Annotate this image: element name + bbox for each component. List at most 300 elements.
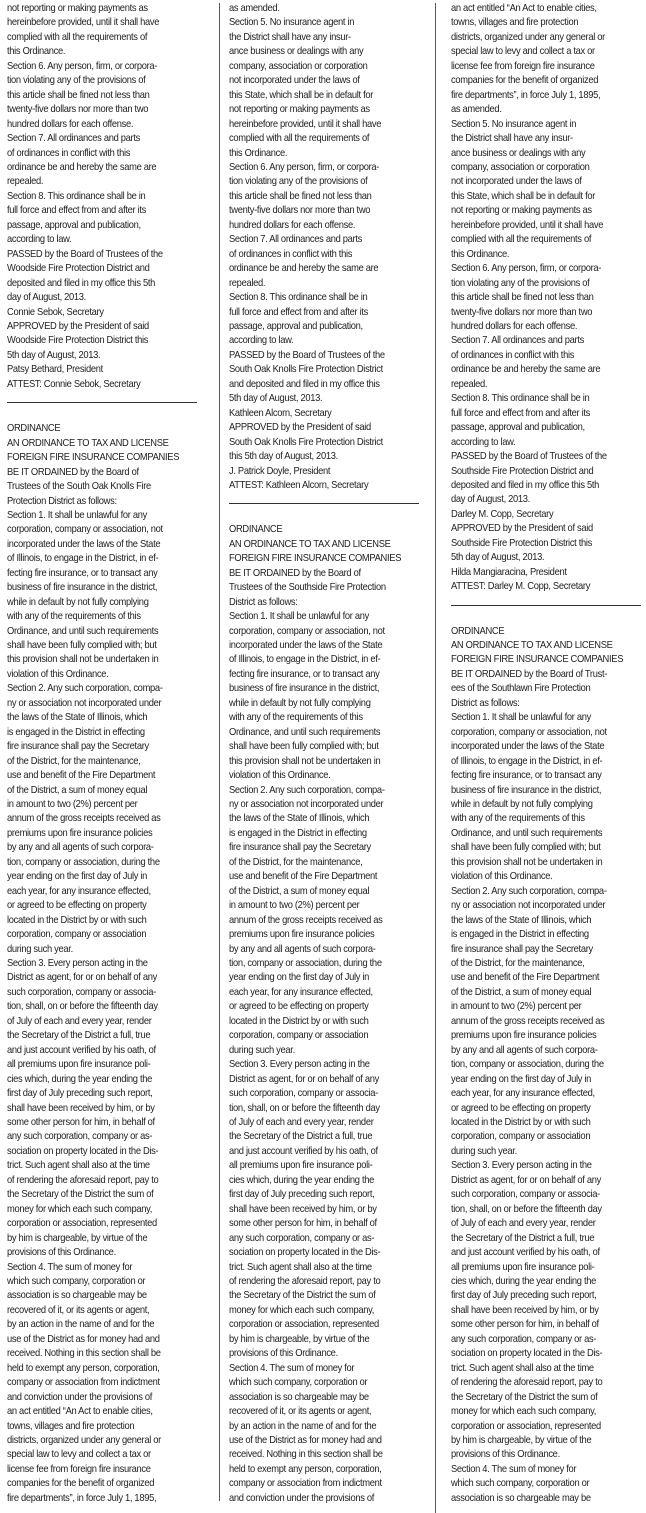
text-line: of the District, for the maintenance, (7, 755, 141, 767)
text-line: hereinbefore provided, until it shall have (229, 118, 382, 130)
text-line: during such year. (451, 1145, 517, 1157)
text-line: shall have been received by him, or by (229, 1203, 377, 1215)
text-line: this State, which shall be in default for (229, 89, 374, 101)
text-line: Section 5. No insurance agent in (451, 118, 577, 130)
text-line: the Secretary of the District a full, true (451, 1232, 595, 1244)
text-line: this provision shall not be undertaken in (7, 654, 159, 666)
text-line: this provision shall not be undertaken in (229, 755, 381, 767)
text-line: fecting fire insurance, or to transact any (229, 668, 380, 680)
text-line: this Ordinance. (7, 46, 66, 58)
text-line: repealed. (451, 378, 488, 390)
text-line: any such corporation, company or as- (7, 1131, 153, 1143)
text-line: tion, company or association, during the (451, 1059, 604, 1071)
text-line: FOREIGN FIRE INSURANCE COMPANIES (229, 553, 402, 565)
text-line: any such corporation, company or as- (451, 1333, 597, 1345)
text-line: complied with all the requirements of (451, 234, 592, 246)
text-line: BE IT ORDAINED by the Board of (229, 567, 361, 579)
text-line: fire insurance shall pay the Secretary (229, 842, 371, 854)
text-line: year ending on the first day of July in (229, 972, 370, 984)
text-line: is engaged in the District in effecting (7, 726, 145, 738)
text-line: located in the District by or with such (451, 1116, 591, 1128)
text-line: twenty-five dollars nor more than two (7, 104, 149, 116)
text-line: ORDINANCE (451, 625, 505, 637)
column-divider (219, 3, 220, 1501)
notice-text-block (451, 625, 646, 1507)
text-line: premiums upon fire insurance policies (229, 929, 375, 941)
text-line: Section 4. The sum of money for (451, 1463, 577, 1475)
text-line: tion, shall, on or before the fifteenth day (451, 1203, 602, 1215)
text-line: hereinbefore provided, until it shall have (7, 17, 160, 29)
text-line: according to law. (451, 436, 516, 448)
section-separator-rule (7, 402, 197, 403)
text-line: full force and effect from and after its (451, 407, 591, 419)
text-line: complied with all the requirements of (229, 133, 370, 145)
text-line: repealed. (7, 176, 44, 188)
text-line: not reporting or making payments as (7, 3, 148, 14)
text-line: such corporation, company or associa- (7, 986, 156, 998)
text-line: first day of July preceding such report, (229, 1189, 375, 1201)
text-line: ATTEST: Kathleen Alcorn, Secretary (229, 479, 369, 491)
text-line: Section 4. The sum of money for (229, 1362, 355, 1374)
text-line: such corporation, company or associa- (229, 1088, 378, 1100)
notice-text-block (451, 2, 646, 595)
text-line: sociation on property located in the Dis- (451, 1348, 603, 1360)
text-line: with any of the requirements of this (451, 813, 585, 825)
text-line: AN ORDINANCE TO TAX AND LICENSE (229, 538, 391, 550)
text-line: located in the District by or with such (229, 1015, 369, 1027)
text-line: FOREIGN FIRE INSURANCE COMPANIES (451, 654, 624, 666)
text-line: Woodside Fire Protection District this (7, 335, 149, 347)
text-line: the laws of the State of Illinois, which (229, 813, 370, 825)
text-line: the Secretary of the District a full, true (229, 1131, 373, 1143)
text-line: of ordinances in conflict with this (7, 147, 131, 159)
text-line: fire departments”, in force July 1, 1895, (451, 89, 601, 101)
text-line: corporation, company or association (7, 929, 147, 941)
text-line: company or association from indictment (229, 1478, 382, 1490)
text-line: PASSED by the Board of Trustees of the (451, 451, 607, 463)
column-3 (451, 2, 646, 1506)
text-line: trict. Such agent shall also at the time (229, 1261, 372, 1273)
text-line: 5th day of August, 2013. (451, 552, 545, 564)
text-line: each year, for any insurance effected, (229, 986, 373, 998)
text-line: twenty-five dollars nor more than two (451, 306, 593, 318)
text-line: corporation, company or association (451, 1131, 591, 1143)
text-line: of the District, for the maintenance, (229, 856, 363, 868)
text-line: in amount to two (2%) percent per (451, 1001, 582, 1013)
text-line: and deposited and filed in my office this (229, 378, 380, 390)
text-line: ees of the Southlawn Fire Protection (451, 683, 591, 695)
text-line: the laws of the State of Illinois, which (451, 914, 592, 926)
text-line: APPROVED by the President of said (7, 320, 149, 332)
text-line: fecting fire insurance, or to transact any (7, 567, 158, 579)
text-line: by any and all agents of such corpora- (7, 842, 154, 854)
text-line: of rendering the aforesaid report, pay to (451, 1377, 603, 1389)
text-line: all premiums upon fire insurance poli- (7, 1059, 151, 1071)
text-line: BE IT ORDAINED by the Board of (7, 466, 139, 478)
text-line: ATTEST: Connie Sebok, Secretary (7, 378, 141, 390)
text-line: an act entitled “An Act to enable cities, (451, 3, 597, 14)
text-line: in amount to two (2%) percent per (229, 900, 360, 912)
text-line: fire insurance shall pay the Secretary (7, 741, 149, 753)
text-line: special law to levy and collect a tax or (7, 1449, 151, 1461)
text-line: business of fire insurance in the district, (7, 582, 158, 594)
text-line: premiums upon fire insurance policies (7, 827, 153, 839)
text-line: shall have been received by him, or by (7, 1102, 155, 1114)
text-line: day of August, 2013. (7, 292, 86, 304)
text-line: Section 3. Every person acting in the (229, 1059, 370, 1071)
text-line: this Ordinance. (229, 147, 288, 159)
text-line: twenty-five dollars nor more than two (229, 205, 371, 217)
text-line: by him is chargeable, by virtue of the (451, 1434, 592, 1446)
text-line: corporation, company or association, not (229, 625, 385, 637)
text-line: Ordinance, and until such requirements (7, 625, 159, 637)
text-line: of July of each and every year, render (451, 1218, 596, 1230)
text-line: use and benefit of the Fire Department (229, 871, 378, 883)
text-line: premiums upon fire insurance policies (451, 1030, 597, 1042)
text-line: ordinance be and hereby the same are (451, 364, 601, 376)
text-line: which such company, corporation or (451, 1478, 590, 1490)
text-line: Darley M. Copp, Secretary (451, 508, 554, 520)
text-line: as amended. (229, 3, 280, 14)
text-line: 5th day of August, 2013. (229, 393, 323, 405)
text-line: held to exempt any person, corporation, (7, 1362, 160, 1374)
text-line: Hilda Mangiaracina, President (451, 566, 567, 578)
text-line: towns, villages and fire protection (7, 1420, 135, 1432)
text-line: BE IT ORDAINED by the Board of Trust- (451, 668, 608, 680)
text-line: hundred dollars for each offense. (229, 219, 356, 231)
text-line: annum of the gross receipts received as (229, 914, 383, 926)
text-line: companies for the benefit of organized (7, 1478, 155, 1490)
text-line: hundred dollars for each offense. (451, 320, 578, 332)
text-line: annum of the gross receipts received as (7, 813, 161, 825)
text-line: cies which, during the year ending the (451, 1275, 597, 1287)
text-line: Southside Fire Protection District and (451, 465, 594, 477)
text-line: trict. Such agent shall also at the time (7, 1160, 150, 1172)
text-line: corporation or association, represented (451, 1420, 601, 1432)
text-line: Section 7. All ordinances and parts (7, 133, 140, 145)
text-line: some other person for him, in behalf of (451, 1319, 599, 1331)
text-line: association is so chargeable may be (451, 1492, 591, 1504)
text-line: Section 7. All ordinances and parts (451, 335, 584, 347)
text-line: Section 2. Any such corporation, compa- (229, 784, 385, 796)
text-line: of the District, a sum of money equal (229, 885, 370, 897)
text-line: license fee from foreign fire insurance (7, 1463, 151, 1475)
text-line: is engaged in the District in effecting (451, 929, 589, 941)
text-line: tion, shall, on or before the fifteenth day (7, 1001, 158, 1013)
text-line: special law to levy and collect a tax or (451, 46, 595, 58)
text-line: in amount to two (2%) percent per (7, 799, 138, 811)
notice-text-block (7, 2, 210, 392)
text-line: any such corporation, company or as- (229, 1232, 375, 1244)
text-line: ny or association not incorporated under (451, 900, 606, 912)
text-line: located in the District by or with such (7, 914, 147, 926)
text-line: and just account verified by his oath, of (229, 1145, 378, 1157)
text-line: some other person for him, in behalf of (7, 1116, 155, 1128)
text-line: held to exempt any person, corporation, (229, 1463, 382, 1475)
text-line: this article shall be fined not less than (229, 190, 372, 202)
text-line: Trustees of the Southside Fire Protection (229, 582, 386, 594)
text-line: use and benefit of the Fire Department (7, 770, 156, 782)
text-line: provisions of this Ordinance. (7, 1247, 116, 1259)
column-2 (229, 2, 432, 1506)
text-line: ordinance be and hereby the same are (229, 263, 379, 275)
text-line: with any of the requirements of this (229, 712, 363, 724)
text-line: towns, villages and fire protection (451, 17, 579, 29)
text-line: by an action in the name of and for the (229, 1420, 377, 1432)
text-line: tion violating any of the provisions of (451, 277, 590, 289)
text-line: recovered of it, or its agents or agent, (7, 1304, 150, 1316)
text-line: incorporated under the laws of the State (451, 741, 605, 753)
text-line: business of fire insurance in the district, (229, 683, 380, 695)
text-line: use and benefit of the Fire Department (451, 972, 600, 984)
text-line: this article shall be fined not less than (7, 89, 150, 101)
text-line: each year, for any insurance effected, (7, 885, 151, 897)
text-line: deposited and filed in my office this 5th (7, 277, 156, 289)
text-line: District as agent, for or on behalf of any (229, 1073, 379, 1085)
text-line: deposited and filed in my office this 5th (451, 479, 600, 491)
notice-text-block (7, 422, 210, 1506)
text-line: not incorporated under the laws of (229, 75, 360, 87)
text-line: Section 4. The sum of money for (7, 1261, 133, 1273)
text-line: and just account verified by his oath, of (451, 1247, 600, 1259)
text-line: fecting fire insurance, or to transact any (451, 770, 602, 782)
text-line: not reporting or making payments as (229, 104, 370, 116)
text-line: Section 1. It shall be unlawful for any (229, 611, 370, 623)
text-line: while in default by not fully complying (7, 596, 149, 608)
text-line: corporation, company or association, not (7, 524, 163, 536)
text-line: during such year. (229, 1044, 295, 1056)
text-line: tion violating any of the provisions of (7, 75, 146, 87)
text-line: is engaged in the District in effecting (229, 827, 367, 839)
text-line: of rendering the aforesaid report, pay to (229, 1275, 381, 1287)
text-line: use of the District as for money had and (229, 1434, 382, 1446)
text-line: 5th day of August, 2013. (7, 349, 101, 361)
text-line: business of fire insurance in the district, (451, 784, 602, 796)
text-line: full force and effect from and after its (7, 205, 147, 217)
text-line: corporation or association, represented (229, 1319, 379, 1331)
text-line: Section 3. Every person acting in the (7, 958, 148, 969)
text-line: Section 8. This ordinance shall be in (229, 292, 368, 304)
text-line: Ordinance, and until such requirements (451, 827, 603, 839)
text-line: of rendering the aforesaid report, pay to (7, 1174, 159, 1186)
text-line: sociation on property located in the Dis- (7, 1145, 159, 1157)
text-line: districts, organized under any general or (7, 1434, 161, 1446)
text-line: District as follows: (229, 596, 298, 608)
text-line: South Oak Knolls Fire Protection District (229, 364, 383, 376)
text-line: according to law. (229, 335, 294, 347)
text-line: this State, which shall be in default for (451, 190, 596, 202)
text-line: received. Nothing in this section shall be (7, 1348, 161, 1360)
notice-text-block (229, 2, 432, 493)
text-line: Section 6. Any person, firm, or corpora- (7, 60, 158, 72)
text-line: company or association from indictment (7, 1377, 160, 1389)
text-line: Ordinance, and until such requirements (229, 726, 381, 738)
text-line: not reporting or making payments as (451, 205, 592, 217)
text-line: tion, company or association, during the (229, 958, 382, 969)
text-line: and conviction under the provisions of (7, 1391, 153, 1403)
text-line: the District shall have any insur- (229, 31, 351, 43)
text-line: the Secretary of the District a full, true (7, 1030, 151, 1042)
text-line: by any and all agents of such corpora- (229, 943, 376, 955)
text-line: which such company, corporation or (229, 1377, 368, 1389)
text-line: company, association or corporation (229, 60, 368, 72)
text-line: APPROVED by the President of said (451, 523, 593, 535)
text-line: Section 5. No insurance agent in (229, 17, 355, 29)
text-line: passage, approval and publication, (451, 422, 585, 434)
text-line: recovered of it, or its agents or agent, (229, 1406, 372, 1418)
text-line: hereinbefore provided, until it shall have (451, 219, 604, 231)
text-line: of Illinois, to engage in the District, in ef- (229, 654, 381, 666)
text-line: the laws of the State of Illinois, which (7, 712, 148, 724)
text-line: this Ordinance. (451, 248, 510, 260)
text-line: of July of each and every year, render (7, 1015, 152, 1027)
text-line: such corporation, company or associa- (451, 1189, 600, 1201)
text-line: incorporated under the laws of the State (229, 640, 383, 652)
text-line: association is so chargeable may be (229, 1391, 369, 1403)
text-line: money for which each such company, (451, 1406, 597, 1418)
text-line: the Secretary of the District the sum of (451, 1391, 598, 1403)
text-line: passage, approval and publication, (229, 320, 363, 332)
text-line: company, association or corporation (451, 161, 590, 173)
text-line: of Illinois, to engage in the District, in ef- (451, 755, 603, 767)
text-line: of the District, a sum of money equal (451, 986, 592, 998)
text-line: Section 8. This ordinance shall be in (7, 190, 146, 202)
text-line: or agreed to be effecting on property (451, 1102, 591, 1114)
text-line: ORDINANCE (229, 524, 283, 536)
text-line: ance business or dealings with any (229, 46, 364, 58)
column-divider (435, 3, 436, 1513)
text-line: each year, for any insurance effected, (451, 1088, 595, 1100)
text-line: AN ORDINANCE TO TAX AND LICENSE (7, 437, 169, 449)
text-line: District as agent, for or on behalf of any (7, 972, 157, 984)
text-line: Trustees of the South Oak Knolls Fire (7, 481, 151, 493)
text-line: by any and all agents of such corpora- (451, 1044, 598, 1056)
text-line: incorporated under the laws of the State (7, 538, 161, 550)
text-line: corporation or association, represented (7, 1218, 157, 1230)
text-line: shall have been fully complied with; but (7, 640, 157, 652)
text-line: or agreed to be effecting on property (7, 900, 147, 912)
text-line: some other person for him, in behalf of (229, 1218, 377, 1230)
column-1 (7, 2, 210, 1506)
text-line: this 5th day of August, 2013. (229, 451, 338, 463)
text-line: shall have been fully complied with; but (229, 741, 379, 753)
text-line: ORDINANCE (7, 423, 61, 435)
text-line: the Secretary of the District the sum of (229, 1290, 376, 1302)
text-line: violation of this Ordinance. (451, 871, 553, 883)
text-line: Patsy Bethard, President (7, 364, 103, 376)
section-separator-rule (229, 503, 419, 504)
text-line: fire insurance shall pay the Secretary (451, 943, 593, 955)
text-line: Kathleen Alcorn, Secretary (229, 407, 332, 419)
text-line: Section 8. This ordinance shall be in (451, 393, 590, 405)
text-line: not incorporated under the laws of (451, 176, 582, 188)
text-line: or agreed to be effecting on property (229, 1001, 369, 1013)
text-line: by him is chargeable, by virtue of the (7, 1232, 148, 1244)
text-line: Connie Sebok, Secretary (7, 306, 104, 318)
text-line: tion, shall, on or before the fifteenth day (229, 1102, 380, 1114)
text-line: Section 6. Any person, firm, or corpora- (229, 161, 380, 173)
text-line: ATTEST: Darley M. Copp, Secretary (451, 581, 591, 593)
text-line: Section 3. Every person acting in the (451, 1160, 592, 1172)
text-line: use of the District as for money had and (7, 1333, 160, 1345)
text-line: money for which each such company, (7, 1203, 153, 1215)
text-line: with any of the requirements of this (7, 611, 141, 623)
text-line: passage, approval and publication, (7, 219, 141, 231)
text-line: sociation on property located in the Dis- (229, 1247, 381, 1259)
text-line: during such year. (7, 943, 73, 955)
text-line: of July of each and every year, render (229, 1116, 374, 1128)
text-line: tion, company or association, during the (7, 856, 160, 868)
text-line: provisions of this Ordinance. (229, 1348, 338, 1360)
text-line: companies for the benefit of organized (451, 75, 599, 87)
text-line: Section 2. Any such corporation, compa- (7, 683, 163, 695)
text-line: South Oak Knolls Fire Protection District (229, 436, 383, 448)
text-line: hundred dollars for each offense. (7, 118, 134, 130)
text-line: violation of this Ordinance. (7, 668, 109, 680)
text-line: according to law. (7, 234, 72, 246)
text-line: by an action in the name of and for the (7, 1319, 155, 1331)
text-line: received. Nothing in this section shall be (229, 1449, 383, 1461)
text-line: the District shall have any insur- (451, 133, 573, 145)
text-line: license fee from foreign fire insurance (451, 60, 595, 72)
text-line: Section 2. Any such corporation, compa- (451, 885, 607, 897)
text-line: all premiums upon fire insurance poli- (229, 1160, 373, 1172)
text-line: of the District, a sum of money equal (7, 784, 148, 796)
text-line: annum of the gross receipts received as (451, 1015, 605, 1027)
text-line: shall have been received by him, or by (451, 1304, 599, 1316)
text-line: full force and effect from and after its (229, 306, 369, 318)
text-line: while in default by not fully complying (229, 697, 371, 709)
text-line: violation of this Ordinance. (229, 770, 331, 782)
notice-text-block (229, 523, 432, 1506)
text-line: Protection District as follows: (7, 495, 117, 507)
text-line: and just account verified by his oath, of (7, 1044, 156, 1056)
text-line: repealed. (229, 277, 266, 289)
text-line: provisions of this Ordinance. (451, 1449, 560, 1461)
text-line: districts, organized under any general or (451, 31, 605, 43)
text-line: while in default by not fully complying (451, 799, 593, 811)
text-line: Woodside Fire Protection District and (7, 263, 150, 275)
text-line: first day of July preceding such report, (451, 1290, 597, 1302)
text-line: complied with all the requirements of (7, 31, 148, 43)
text-line: corporation, company or association (229, 1030, 369, 1042)
text-line: all premiums upon fire insurance poli- (451, 1261, 595, 1273)
text-line: trict. Such agent shall also at the time (451, 1362, 594, 1374)
text-line: and conviction under the provisions of (229, 1492, 375, 1504)
text-line: by him is chargeable, by virtue of the (229, 1333, 370, 1345)
text-line: District as agent, for or on behalf of any (451, 1174, 601, 1186)
text-line: tion violating any of the provisions of (229, 176, 368, 188)
text-line: shall have been fully complied with; but (451, 842, 601, 854)
text-line: which such company, corporation or (7, 1275, 146, 1287)
text-line: of the District, for the maintenance, (451, 958, 585, 969)
text-line: ny or association not incorporated under (229, 799, 384, 811)
text-line: ordinance be and hereby the same are (7, 161, 157, 173)
text-line: of ordinances in conflict with this (451, 349, 575, 361)
text-line: an act entitled “An Act to enable cities, (7, 1406, 153, 1418)
text-line: money for which each such company, (229, 1304, 375, 1316)
text-line: the Secretary of the District the sum of (7, 1189, 154, 1201)
text-line: day of August, 2013. (451, 494, 530, 506)
text-line: AN ORDINANCE TO TAX AND LICENSE (451, 640, 613, 652)
text-line: Section 1. It shall be unlawful for any (451, 712, 592, 724)
text-line: of ordinances in conflict with this (229, 248, 353, 260)
text-line: PASSED by the Board of Trustees of the (7, 248, 163, 260)
text-line: fire departments”, in force July 1, 1895, (7, 1492, 157, 1504)
text-line: Section 6. Any person, firm, or corpora- (451, 263, 602, 275)
text-line: J. Patrick Doyle, President (229, 465, 331, 477)
text-line: association is so chargeable may be (7, 1290, 147, 1302)
